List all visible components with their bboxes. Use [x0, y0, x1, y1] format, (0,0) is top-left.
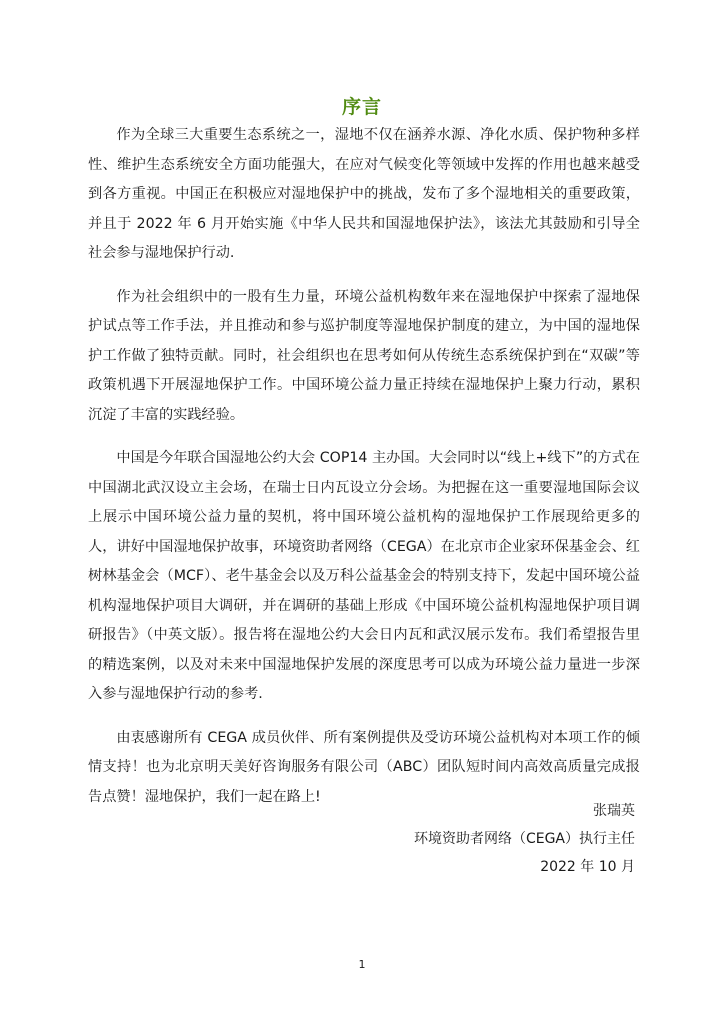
- page-title: 序言: [341, 96, 382, 118]
- paragraph-2: 作为社会组织中的一股有生力量，环境公益机构数年来在湿地保护中探索了湿地保护试点等工作手法，并且推动和参与巡护制度等湿地保护制度的建立，为中国的湿地保护工作做了独特贡献。同时，社会组织也在思考如何从传统生态系统保护到在“双碳”等政策机遇下开展湿地保护工作。中国环境公益力量正持续在湿地保护上聚力行动，累积沉淀了丰富的实践经验。: [88, 288, 640, 423]
- signature-block: [414, 797, 635, 881]
- paragraph-1: 作为全球三大重要生态系统之一，湿地不仅在涵养水源、净化水质、保护物种多样性、维护生态系统安全方面功能强大，在应对气候变化等领域中发挥的作用也越来越受到各方重视。中国正在积极应对湿地保护中的挑战，发布了多个湿地相关的重要政策，并且于 2022 年 6 月开始实施《中华人民共和国湿地保护法》，该法尤其鼓励和引导全社会参与湿地保护行动.: [88, 127, 640, 261]
- paragraph-3: 中国是今年联合国湿地公约大会 COP14 主办国。大会同时以“线上+线下”的方式在中国湖北武汉设立主会场，在瑞士日内瓦设立分会场。为把握在这一重要湿地国际会议上展示中国环境公益力量的契机，将中国环境公益机构的湿地保护工作展现给更多的人，讲好中国湿地保护故事，环境资助者网络（CEGA）在北京市企业家环保基金会、红树林基金会（MCF）、老牛基金会以及万科公益基金会的特别支持下，发起中国环境公益机构湿地保护项目大调研，并在调研的基础上形成《中国环境公益机构湿地保护项目调研报告》（中英文版）。报告将在湿地公约大会日内瓦和武汉展示发布。我们希望报告里的精选案例，以及对未来中国湿地保护发展的深度思考可以成为环境公益力量进一步深入参与湿地保护行动的参考.: [88, 450, 640, 702]
- preface-body: [88, 121, 640, 826]
- signature-date: 2022 年 10 月: [540, 859, 635, 875]
- signature-position: 环境资助者网络（CEGA）执行主任: [413, 831, 635, 847]
- page-number: 1: [358, 958, 366, 971]
- paragraph-4: 由衷感谢所有 CEGA 成员伙伴、所有案例提供及受访环境公益机构对本项工作的倾情支持！也为北京明天美好咨询服务有限公司（ABC）团队短时间内高效高质量完成报告点赞！湿地保护，我们一起在路上!: [88, 729, 640, 805]
- signature-name: 张瑞英: [593, 803, 635, 819]
